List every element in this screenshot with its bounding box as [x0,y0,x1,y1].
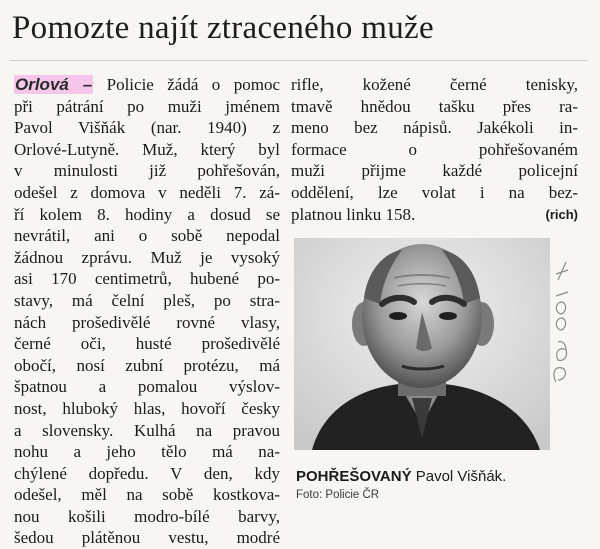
article-line: meno bez nápisů. Jakékoli in- [291,118,578,138]
article-line: nou košili modro-bílé barvy, [14,506,280,526]
article-column-2 [291,74,578,225]
author-signature: (rich) [545,206,578,222]
headline: Pomozte najít ztraceného muže [12,10,434,46]
article-line: tmavě hnědou tašku přes ra- [291,96,578,116]
article-line: asi 170 centimetrů, hubené po- [14,269,280,289]
article-line: Orlová – Policie žádá o pomoc [15,75,280,94]
article-line: černé oči, husté prošedivělé [14,334,280,354]
article-line: při pátrání po muži jménem [14,96,280,116]
handwritten-note [548,252,578,392]
article-line: ří kolem 8. hodiny a dosud se [14,204,280,224]
article-line: a slovensky. Kulhá na pravou [14,420,280,440]
article-line: Pavol Višňák (nar. 1940) z [14,118,280,138]
article-line: odešel, měl na sobě kostkova- [14,485,280,505]
article-line: formace o pohřešovaném [291,139,578,159]
article-line: žádnou zprávu. Muž je vysoký [14,247,280,267]
article-line: v minulosti již pohřešován, [14,161,280,181]
article-line: obočí, nosí zubní protézu, má [14,355,280,375]
article-line: nohu a jeho tělo má na- [14,442,280,462]
headline-rule [10,60,588,61]
article-line: špatnou a pomalou výslov- [14,377,280,397]
photo-credit: Foto: Policie ČR [296,489,380,501]
caption-label: POHŘEŠOVANÝ [296,468,412,485]
article-line: stavy, má čelní pleš, po stra- [14,290,280,310]
article-column-1 [14,74,280,549]
article-line-last: platnou linku 158. (rich) [291,204,578,224]
article-line: odešel z domova v neděli 7. zá- [14,182,280,202]
article-line: šedou plátěnou vestu, modré [14,528,280,548]
missing-person-photo [294,238,550,450]
article-line: nevrátil, ani o sobě nepodal [14,226,280,246]
article-line: Orlové-Lutyně. Muž, který byl [14,139,280,159]
article-line: nách prošedivělé rovné vlasy, [14,312,280,332]
article-line: chýlené dopředu. V den, kdy [14,463,280,483]
article-line: muži přijme každé policejní [291,161,578,181]
article-line: rifle, kožené černé tenisky, [291,75,578,94]
caption-name: Pavol Višňák. [411,468,507,485]
dateline: Orlová – [15,75,93,94]
photo-caption [296,468,506,486]
article-line: nost, hluboký hlas, hovoří česky [14,398,280,418]
article-line: oddělení, lze volat i na bez- [291,182,578,202]
